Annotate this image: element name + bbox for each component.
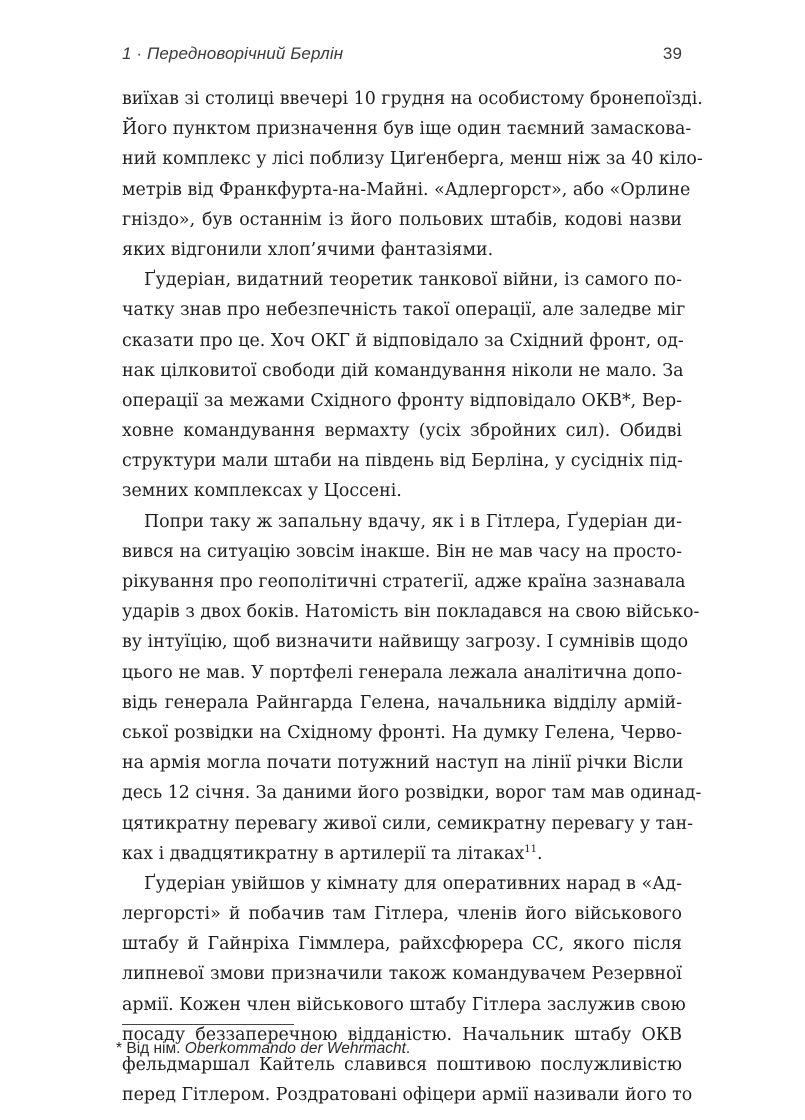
- text-line: ках і двадцятикратну в артилерії та літаках: [122, 843, 525, 864]
- text-line: Ґудеріан, видатний теоретик танкової війни, із самого по-: [144, 270, 682, 291]
- text-line: лергорсті» й побачив там Гітлера, членів його військового: [122, 904, 682, 925]
- footnote: [116, 1040, 676, 1058]
- text-line: ву інтуїцію, щоб визначити найвищу загрозу. І сумнівів щодо: [122, 632, 689, 653]
- text-line: фельдмаршал Кайтель славився поштивою послужливістю: [122, 1055, 682, 1075]
- text-line: цятикратну перевагу живої сили, семикратну перевагу у тан-: [122, 813, 694, 834]
- text-line: нак цілковитої свободи дій командування ніколи не мало. За: [122, 360, 684, 381]
- text-line: ударів з двох боків. Натомість він покладався на свою військо-: [122, 602, 700, 623]
- footnote-term: Oberkommando der Wehrmacht: [184, 1040, 406, 1057]
- text-line: штабу й Гайнріха Гіммлера, райхсфюрера СС, якого після: [122, 934, 682, 955]
- text-line: рікування про геополітичні стратегії, адже країна зазнавала: [122, 572, 686, 592]
- text-line: липневої змови призначили також командувачем Резервної: [122, 964, 682, 985]
- footnote-marker: *: [116, 1040, 123, 1057]
- text-line: армії. Кожен член військового штабу Гітлера заслужив свою: [122, 994, 686, 1015]
- text-line: на армія могла почати потужний наступ на лінії річки Вісли: [122, 753, 684, 774]
- footnote-prefix: Від нім.: [126, 1040, 185, 1057]
- text-line: вився на ситуацію зовсім інакше. Він не мав часу на просто-: [122, 541, 682, 562]
- text-line: метрів від Франкфурта-на-Майні. «Адлергорст», або «Орлине: [122, 179, 691, 200]
- text-line: операції за межами Східного фронту відповідало ОКВ*, Вер-: [122, 390, 682, 411]
- text-line: чатку знав про небезпечність такої операції, але заледве міг: [122, 300, 686, 321]
- text-line: виїхав зі столиці ввечері 10 грудня на особистому бронепоїзді.: [122, 89, 703, 109]
- chapter-title: 1 · Передноворічний Берлін: [122, 44, 344, 63]
- text-line: ний комплекс у лісі поблизу Циґенберга, менш ніж за 40 кіло-: [122, 149, 703, 170]
- text-line: Його пунктом призначення був іще один таємний замаскова-: [122, 119, 692, 140]
- text-line: ховне командування вермахту (усіх збройних сил). Обидві: [122, 421, 682, 442]
- text-line: яких відгонили хлоп’ячими фантазіями.: [122, 239, 494, 260]
- text-line-with-endnote: [122, 839, 682, 869]
- text-line: цього не мав. У портфелі генерала лежала аналітична допо-: [122, 662, 682, 683]
- text-line: гніздо», був останнім із його польових штабів, кодові назви: [122, 209, 682, 230]
- page-number: 39: [662, 44, 682, 63]
- text-line: ської розвідки на Східному фронті. На думку Гелена, Черво-: [122, 722, 682, 743]
- text-line: відь генерала Райнгарда Гелена, начальника відділу армій-: [122, 692, 682, 713]
- text-line: Попри таку ж запальну вдачу, як і в Гітлера, Ґудеріан ди-: [144, 511, 682, 532]
- text-line: земних комплексах у Цоссені.: [122, 481, 402, 502]
- text-line: перед Гітлером. Роздратовані офіцери армії називали його то: [122, 1085, 693, 1106]
- body-text: [122, 84, 703, 1110]
- text-line: сказати про це. Хоч ОКГ й відповідало за Східний фронт, од-: [122, 330, 684, 351]
- endnote-reference[interactable]: 11: [524, 843, 537, 855]
- text-line: Ґудеріан увійшов у кімнату для оперативних нарад в «Ад-: [144, 873, 682, 894]
- sentence-end: .: [537, 843, 543, 864]
- text-line: структури мали штаби на південь від Берліна, у сусідніх під-: [122, 451, 683, 472]
- running-head: [122, 44, 682, 70]
- footnote-text: [126, 1040, 410, 1057]
- footnote-suffix: .: [405, 1040, 411, 1057]
- footnote-divider: [122, 1024, 294, 1025]
- text-line: посаду беззаперечною відданістю. Начальник штабу ОКВ: [122, 1024, 682, 1045]
- text-line: десь 12 січня. За даними його розвідки, ворог там мав одинад-: [122, 783, 702, 804]
